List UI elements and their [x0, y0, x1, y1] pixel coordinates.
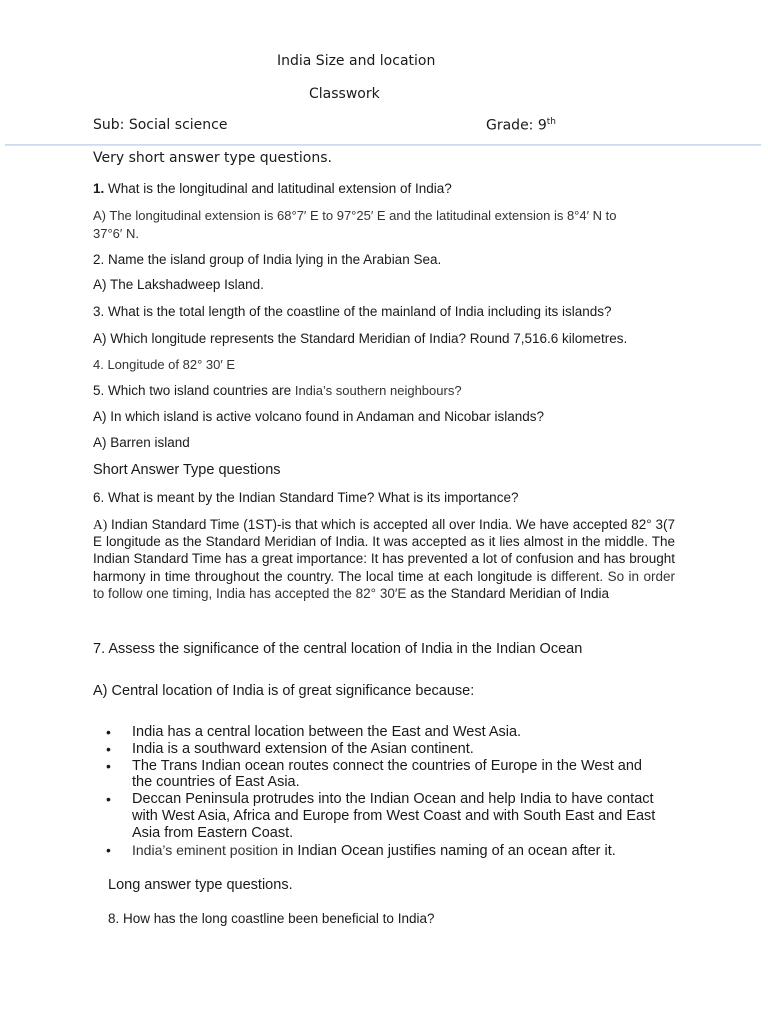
- answer-6-body: Indian Standard Time (1ST)-is that which is accepted all over India. We have accepted 82° 3(7 E longitude as the Standard Meridian of India. It was accepted as it lies almost in the middle. The Indian Standard Time has a great importance: It has prevented a lot of confusion and has brought harmony in time throughout the country. The local time at each longitude is: [93, 517, 675, 584]
- question-6: 6. What is meant by the Indian Standard Time? What is its importance?: [93, 490, 519, 505]
- bullet-dot: •: [106, 740, 111, 757]
- page-title: India Size and location: [277, 53, 436, 69]
- question-5-text: 5. Which two island countries are: [93, 383, 295, 398]
- question-8: 8. How has the long coastline been beneficial to India?: [108, 911, 435, 926]
- answer-6-paragraph: [93, 516, 675, 602]
- subject-label: Sub: Social science: [93, 117, 228, 133]
- grade-label: [486, 117, 556, 134]
- answer-7: A) Central location of India is of great significance because:: [93, 683, 475, 699]
- list-item-text: in Indian Ocean justifies naming of an ocean after it.: [278, 842, 616, 859]
- answer-6-lead: A): [93, 517, 108, 532]
- list-item: [92, 741, 662, 758]
- bullet-dot: •: [106, 757, 111, 774]
- question-1: [93, 181, 452, 196]
- list-item: [92, 724, 662, 741]
- answer-6-light: different. So in order to follow one timing, India has accepted the 82° 30′E: [93, 568, 675, 601]
- bullet-list: [92, 724, 662, 859]
- question-4: 4. Longitude of 82° 30′ E: [93, 357, 236, 372]
- list-item-text: Deccan Peninsula protrudes into the Indian Ocean and help India to have contact with West Asia, Africa and Europe from West Coast and with South East and East Asia from Eastern Coast.: [132, 791, 656, 841]
- answer-2: A) The Lakshadweep Island.: [93, 277, 264, 292]
- question-5: [93, 383, 462, 398]
- section-long-answer: Long answer type questions.: [108, 877, 293, 893]
- list-item-text: India is a southward extension of the Asian continent.: [132, 740, 474, 757]
- answer-5-b: A) Barren island: [93, 435, 190, 450]
- answer-1-line-2: 37°6′ N.: [93, 226, 139, 241]
- grade-superscript: th: [546, 117, 556, 127]
- grade-value: Grade: 9: [486, 117, 547, 134]
- section-very-short: Very short answer type questions.: [93, 150, 332, 166]
- list-item: [92, 842, 662, 860]
- section-short-answer: Short Answer Type questions: [93, 462, 281, 478]
- question-7: 7. Assess the significance of the central location of India in the Indian Ocean: [93, 641, 583, 657]
- list-item-light: India’s eminent position: [132, 841, 279, 858]
- bullet-dot: •: [106, 841, 111, 858]
- answer-5: A) In which island is active volcano found in Andaman and Nicobar islands?: [93, 409, 545, 424]
- page-subtitle: Classwork: [309, 86, 380, 102]
- list-item: [92, 758, 662, 792]
- question-1-number: 1.: [93, 181, 105, 196]
- question-5-tail: India’s southern neighbours?: [294, 383, 462, 398]
- bullet-dot: •: [106, 791, 111, 808]
- answer-1-line-1: A) The longitudinal extension is 68°7′ E to 97°25′ E and the latitudinal extension is 8°4′ N to: [93, 208, 617, 223]
- list-item-text: The Trans Indian ocean routes connect the countries of Europe in the West and the countries of East Asia.: [132, 757, 642, 791]
- list-item-text: India has a central location between the East and West Asia.: [132, 724, 522, 740]
- header-divider: [5, 144, 761, 146]
- bullet-dot: •: [106, 724, 111, 740]
- answer-3: A) Which longitude represents the Standard Meridian of India? Round 7,516.6 kilometres.: [93, 331, 628, 346]
- question-3: 3. What is the total length of the coastline of the mainland of India including its islands?: [93, 304, 612, 319]
- question-1-text: What is the longitudinal and latitudinal extension of India?: [104, 181, 452, 196]
- list-item: [92, 791, 662, 841]
- answer-6-tail: as the Standard Meridian of India: [406, 585, 610, 601]
- question-2: 2. Name the island group of India lying in the Arabian Sea.: [93, 252, 442, 267]
